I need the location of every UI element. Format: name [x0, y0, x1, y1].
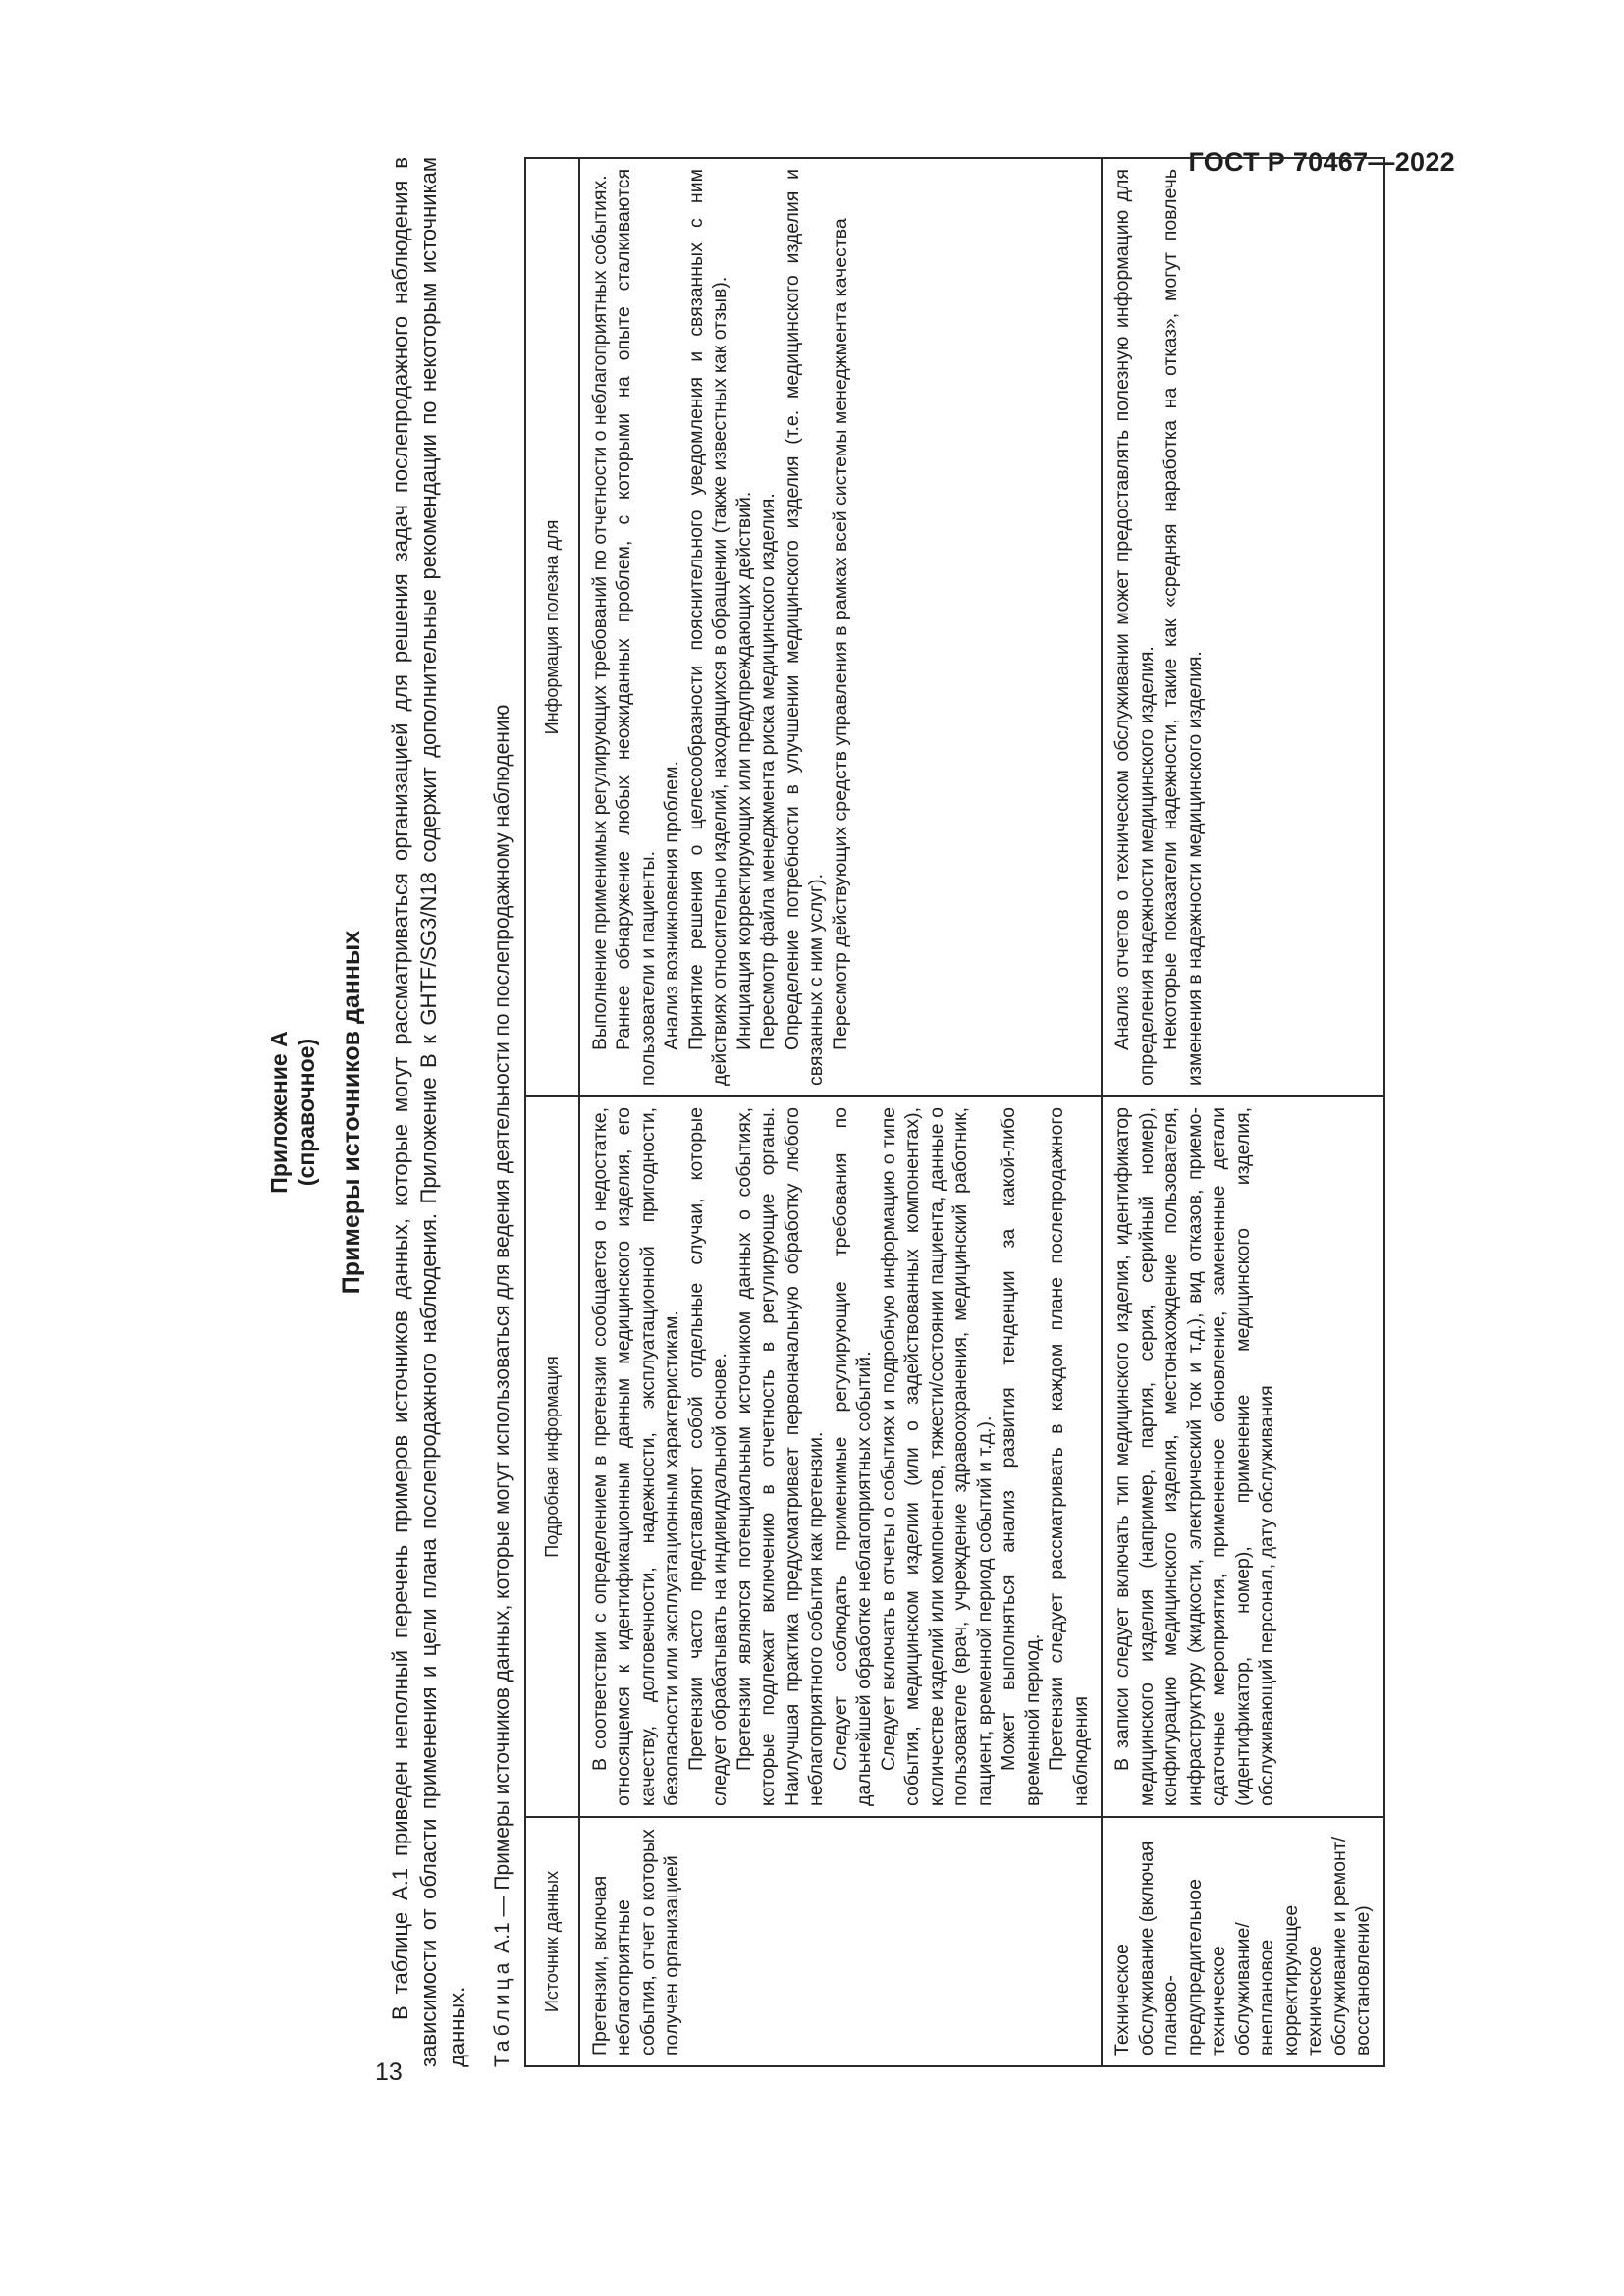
details-paragraph: В соответствии с определением в претензии сообщается о недостатке, относящемся к идентификационным данным медицинского изделия, его качеству, долговечности, надежности, эксплуатационной пригодности, безопасности или эксплуатационным характеристикам. [588, 1107, 682, 1806]
cell-useful [1102, 158, 1384, 1096]
cell-source [579, 1817, 1103, 2066]
annex-title: Примеры источников данных [338, 930, 365, 1295]
header-source: Источник данных [525, 1817, 579, 2066]
cell-details [579, 1096, 1103, 1817]
table-caption-label: Таблица [491, 1958, 514, 2067]
useful-paragraph: Определение потребности в улучшении медицинского изделия (т.е. медицинского изделия и связанных с ним услуг). [781, 169, 827, 1086]
details-paragraph: Претензии являются потенциальным источником данных о событиях, которые подлежат включению в отчетность в регулирующие органы. Наилучшая практика предусматривает первоначальную обработку любого неблагоприятного события как претензии. [732, 1107, 827, 1806]
details-paragraph: Претензии часто представляют собой отдельные случаи, которые следует обрабатывать на индивидуальной основе. [684, 1107, 731, 1806]
intro-paragraph [386, 157, 471, 2067]
header-useful: Информация полезна для [525, 158, 579, 1096]
rotated-page-content [265, 157, 1374, 2067]
table-header-row [525, 158, 579, 2066]
source-text: Техническое обслуживание (включая планово-предупредительное техническое обслуживание/внеплановое корректирующее техническое обслуживание и ремонт/восстановление) [1111, 1836, 1374, 2056]
useful-paragraph: Анализ возникновения проблем. [661, 761, 682, 1050]
annex-heading [265, 157, 320, 2067]
table-caption-text: А.1 — Примеры источников данных, которые могут использоваться для ведения деятельности по послепродажному наблюдению [491, 704, 514, 1953]
details-paragraph: Следует соблюдать применимые регулирующие требования по дальнейшей обработке неблагоприятных событий. [829, 1107, 875, 1806]
source-text: Претензии, включая неблагоприятные события, отчет о которых получен организацией [588, 1829, 682, 2056]
details-paragraph: Следует включать в отчеты о событиях и подробную информацию о типе события, медицинском изделии (или о задействованных компонентах), количестве изделий или компонентов, тяжести/состоянии пациента, данные о пользователе (врач, учреждение здравоохранения, медицинский работник, пациент, временной период событий и т.д.). [877, 1107, 996, 1806]
useful-paragraph: Пересмотр действующих средств управления в рамках всей системы менеджмента качества [829, 218, 851, 1050]
table-row [579, 158, 1103, 2066]
table-row [1102, 158, 1384, 2066]
useful-paragraph: Анализ отчетов о техническом обслуживании может предоставлять полезную информацию для определения надежности медицинского изделия. [1111, 169, 1158, 1086]
details-paragraph: В записи следует включать тип медицинского изделия, идентификатор медицинского изделия (например, партия, серия, серийный номер), конфигурацию медицинского изделия, местонахождение пользователя, инфраструктуру (жидкости, электрический ток и т.д.), вид отказов, приемо-сдаточные мероприятия, примененное обновление, замененные детали (идентификатор, номер), применение медицинского изделия, обслуживающий персонал, дату обслуживания [1111, 1107, 1277, 1806]
annex-label: Приложение А [266, 1031, 292, 1194]
cell-source [1102, 1817, 1384, 2066]
details-paragraph: Претензии следует рассматривать в каждом плане послепродажного наблюдения [1046, 1107, 1092, 1806]
data-sources-table [524, 157, 1385, 2067]
annex-type: (справочное) [294, 1038, 319, 1187]
useful-paragraph: Инициация корректирующих или предупреждающих действий. [732, 491, 755, 1050]
useful-paragraph: Раннее обнаружение любых неожиданных проблем, с которыми на опыте сталкиваются пользователи и пациенты. [613, 169, 659, 1086]
cell-useful [579, 158, 1103, 1096]
useful-paragraph: Пересмотр файла менеджмента риска медицинского изделия. [757, 493, 779, 1050]
cell-details [1102, 1096, 1384, 1817]
page-number: 13 [375, 2058, 403, 2086]
standard-header: ГОСТ Р 70467—2022 [1188, 147, 1455, 177]
useful-paragraph: Выполнение применимых регулирующих требований по отчетности о неблагоприятных событиях. [588, 175, 611, 1050]
useful-paragraph: Некоторые показатели надежности, такие как «средняя наработка на отказ», могут повлечь изменения в надежности медицинского изделия. [1160, 169, 1206, 1086]
details-paragraph: Может выполняться анализ развития тенденции за какой-либо временной период. [998, 1107, 1044, 1806]
table-caption [491, 157, 514, 2067]
header-details: Подробная информация [525, 1096, 579, 1817]
useful-paragraph: Принятие решения о целесообразности пояснительного уведомления и связанных с ним действиях относительно изделий, находящихся в обращении (также известных как отзыв). [684, 169, 731, 1086]
intro-text: В таблице А.1 приведен неполный перечень примеров источников данных, которые могут рассматриваться организацией для решения задач послепродажного наблюдения в зависимости от области применения и цели плана послепродажного наблюдения. Приложение В к GHTF/SG3/N18 содержит дополнительные рекомендации по некоторым источникам данных. [388, 157, 469, 2067]
